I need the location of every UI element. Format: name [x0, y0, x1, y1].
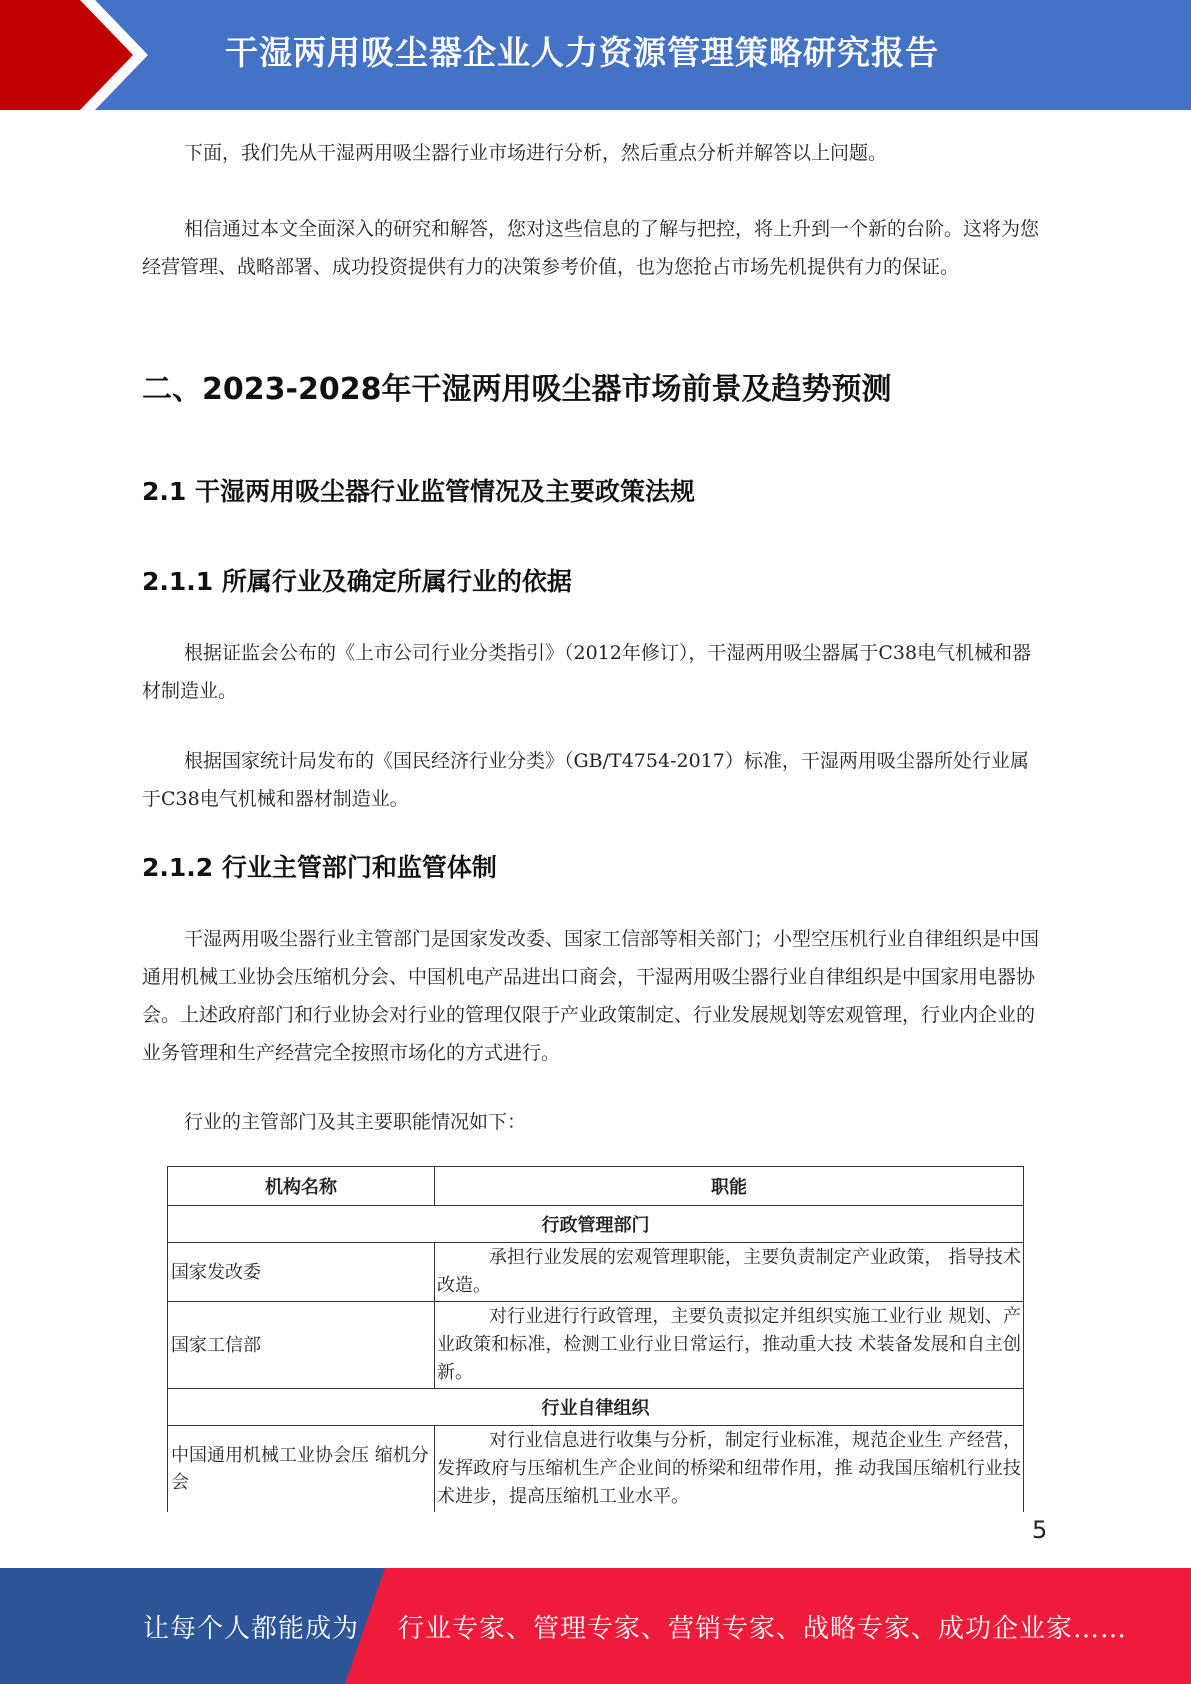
- section-admin-departments: 行政管理部门: [168, 1206, 1024, 1243]
- paragraph-regulators: 干湿两用吸尘器行业主管部门是国家发改委、国家工信部等相关部门；小型空压机行业自律组织是中国通用机械工业协会压缩机分会、中国机电产品进出口商会，干湿两用吸尘器行业自律组织是中国家用电器协会。上述政府部门和行业协会对行业的管理仅限于产业政策制定、行业发展规划等宏观管理，行业内企业的业务管理和生产经营完全按照市场化的方式进行。: [142, 928, 1040, 1064]
- section-self-regulatory: 行业自律组织: [168, 1389, 1024, 1426]
- page-footer: [0, 1568, 1191, 1684]
- table-section-row: [168, 1389, 1024, 1426]
- subsection-heading-2-1: 2.1 干湿两用吸尘器行业监管情况及主要政策法规: [142, 477, 695, 506]
- footer-slogan-left: 让每个人都能成为: [143, 1614, 360, 1644]
- org-name-cell: 国家工信部: [168, 1302, 435, 1389]
- regulators-table: [167, 1166, 1024, 1512]
- subsection-heading-2-1-1: 2.1.1 所属行业及确定所属行业的依据: [142, 567, 572, 596]
- table-row: [168, 1243, 1024, 1302]
- paragraph-table-intro: 行业的主管部门及其主要职能情况如下：: [184, 1111, 527, 1133]
- report-title: 干湿两用吸尘器企业人力资源管理策略研究报告: [225, 33, 939, 72]
- page-header: [0, 0, 1191, 110]
- subsection-heading-2-1-2: 2.1.2 行业主管部门和监管体制: [142, 853, 497, 882]
- column-header-duty: 职能: [435, 1167, 1024, 1206]
- paragraph-nbs-classification: 根据国家统计局发布的《国民经济行业分类》（GB/T4754-2017）标准，干湿两用吸尘器所处行业属于C38电气机械和器材制造业。: [142, 750, 1029, 810]
- table-row: [168, 1302, 1024, 1389]
- duty-cell: 对行业信息进行收集与分析，制定行业标准，规范企业生 产经营，发挥政府与压缩机生产企业间的桥梁和纽带作用，推 动我国压缩机行业技术进步，提高压缩机工业水平。: [435, 1426, 1024, 1513]
- page-number: 5: [1032, 1516, 1048, 1544]
- header-chevron-decoration: [0, 0, 160, 110]
- paragraph-value: 相信通过本文全面深入的研究和解答，您对这些信息的了解与把控，将上升到一个新的台阶。这将为您经营管理、战略部署、成功投资提供有力的决策参考价值，也为您抢占市场先机提供有力的保证。: [142, 218, 1040, 278]
- paragraph-csrc-classification: 根据证监会公布的《上市公司行业分类指引》（2012年修订），干湿两用吸尘器属于C38电气机械和器材制造业。: [142, 642, 1032, 702]
- table-header-row: [168, 1167, 1024, 1206]
- table-row: [168, 1426, 1024, 1513]
- table-section-row: [168, 1206, 1024, 1243]
- duty-cell: 对行业进行行政管理，主要负责拟定并组织实施工业行业 规划、产业政策和标准，检测工业行业日常运行，推动重大技 术装备发展和自主创新。: [435, 1302, 1024, 1389]
- paragraph-intro: 下面，我们先从干湿两用吸尘器行业市场进行分析，然后重点分析并解答以上问题。: [184, 142, 888, 164]
- org-name-cell: 国家发改委: [168, 1243, 435, 1302]
- section-heading-2: 二、2023-2028年干湿两用吸尘器市场前景及趋势预测: [142, 372, 892, 407]
- column-header-org-name: 机构名称: [168, 1167, 435, 1206]
- org-name-cell: 中国通用机械工业协会压 缩机分会: [168, 1426, 435, 1513]
- footer-slogan-right: 行业专家、管理专家、营销专家、战略专家、成功企业家……: [398, 1614, 1128, 1644]
- duty-cell: 承担行业发展的宏观管理职能，主要负责制定产业政策， 指导技术改造。: [435, 1243, 1024, 1302]
